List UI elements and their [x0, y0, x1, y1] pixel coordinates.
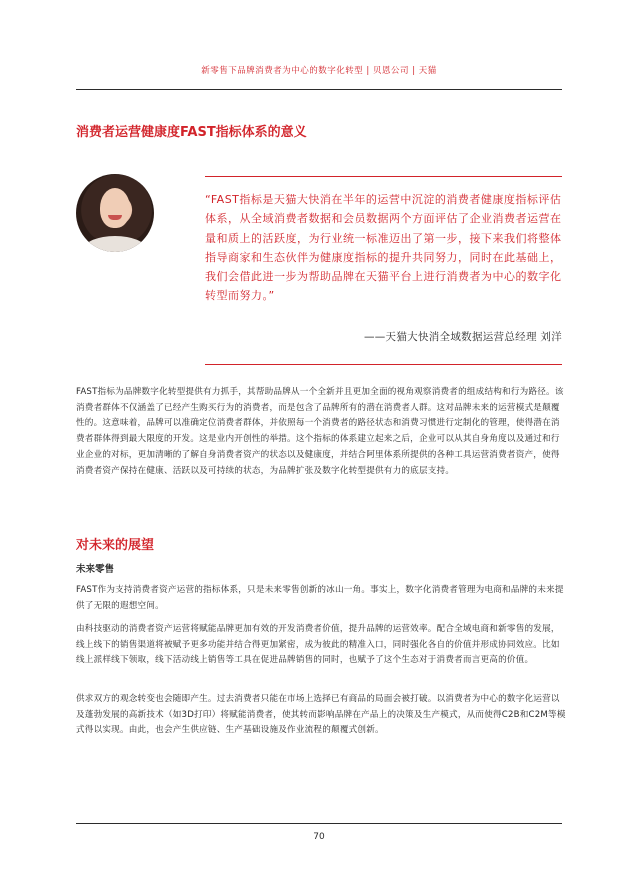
body-paragraph: FAST作为支持消费者资产运营的指标体系，只是未来零售创新的冰山一角。事实上，数字化消费者管理为电商和品牌的未来提供了无限的遐想空间。 [76, 585, 564, 611]
portrait-face [100, 188, 130, 228]
running-header: 新零售下品牌消费者为中心的数字化转型 | 贝恩公司 | 天猫 [201, 66, 437, 76]
portrait-photo [76, 174, 154, 252]
section-title-fast-significance: 消费者运营健康度FAST指标体系的意义 [76, 125, 307, 140]
subsection-title-future-retail: 未来零售 [76, 564, 115, 575]
body-paragraph: 供求双方的观念转变也会随即产生。过去消费者只能在市场上选择已有商品的局面会被打破。以消费者为中心的数字化运营以及蓬勃发展的高新技术（如3D打印）将赋能消费者，使其转而影响品牌在产品上的决策及生产模式，从而使得C2B和C2M等模式得以实现。由此，也会产生供应链、生产基础设施及作业流程的颠覆式创新。 [76, 694, 566, 736]
footer-divider [76, 823, 562, 824]
header-divider [76, 89, 562, 90]
body-paragraph: 由科技驱动的消费者资产运营将赋能品牌更加有效的开发消费者价值，提升品牌的运营效率。配合全域电商和新零售的发展，线上线下的销售渠道将被赋予更多功能并结合得更加紧密，成为彼此的精准入口，同时强化各自的价值并形成协同效应。比如线上派样线下领取，线下活动线上销售等工具在促进品牌销售的同时，也赋予了这个生态对于消费者而言更高的价值。 [76, 624, 560, 666]
quote-attribution: ——天猫大快消全域数据运营总经理 刘洋 [363, 331, 562, 343]
pull-quote: “FAST指标是天猫大快消在半年的运营中沉淀的消费者健康度指标评估体系，从全域消费者数据和会员数据两个方面评估了企业消费者运营在量和质上的活跃度，为行业统一标准迈出了第一步，接下来我们将整体指导商家和生态伙伴为健康度指标的提升共同努力，同时在此基础上，我们会借此进一步为帮助品牌在天猫平台上进行消费者为中心的数字化转型而努力。” [205, 193, 562, 303]
page-number: 70 [313, 832, 325, 842]
portrait-shoulders [84, 236, 146, 252]
quote-divider-top [205, 176, 562, 177]
section-title-future-outlook: 对未来的展望 [76, 538, 155, 553]
body-paragraph-fast: FAST指标为品牌数字化转型提供有力抓手，其帮助品牌从一个全新并且更加全面的视角观察消费者的组成结构和行为路径。该消费者群体不仅涵盖了已经产生购买行为的消费者，而是包含了品牌所有的潜在消费者人群。这对品牌未来的运营模式是颠覆性的。这意味着，品牌可以准确定位消费者群体，并依照每一个消费者的路径状态和消费习惯进行定制化的管理，使得潜在消费者群体得到最大限度的开发。这是业内开创性的举措。这个指标的体系建立起来之后，企业可以从其自身角度以及通过和行业企业的对标，更加清晰的了解自身消费者资产的状态以及健康度，并结合阿里体系所提供的各种工具运营消费者资产，使得消费者资产保持在健康、活跃以及可持续的状态，为品牌扩张及数字化转型提供有力的底层支持。 [76, 387, 564, 476]
quote-divider-bottom [205, 364, 562, 365]
